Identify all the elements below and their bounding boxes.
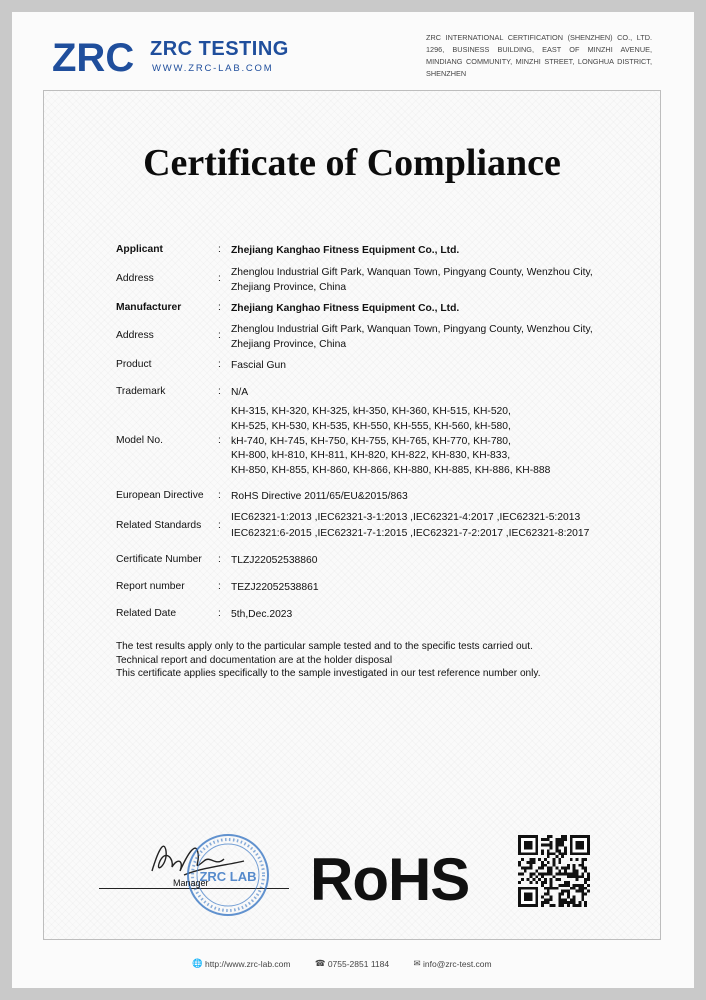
standard-line: IEC62321-1:2013 ,IEC62321-3-1:2013 ,IEC62321-4:2017 ,IEC62321-5:2013 — [231, 512, 581, 523]
brand-url: WWW.ZRC-LAB.COM — [152, 63, 274, 74]
address-value — [231, 266, 646, 295]
phone-icon: ☎ — [314, 958, 326, 969]
colon: : — [218, 581, 221, 592]
colon: : — [218, 302, 221, 313]
colon: : — [218, 608, 221, 619]
related-date-label: Related Date — [116, 608, 177, 619]
logo-letters: ZRC — [52, 36, 135, 78]
colon: : — [218, 435, 221, 446]
certificate-number-label: Certificate Number — [116, 554, 202, 565]
report-number-value: TEZJ22052538861 — [231, 582, 319, 593]
model-label: Model No. — [116, 435, 163, 446]
applicant-label: Applicant — [116, 244, 163, 255]
colon: : — [218, 490, 221, 501]
note-line: This certificate applies specifically to the sample investigated in our test reference number only. — [116, 668, 541, 680]
company-address: ZRC INTERNATIONAL CERTIFICATION (SHENZHEN) CO., LTD. 1296, BUSINESS BUILDING, EAST OF MINZHI AVENUE, MINDIANG COMMUNITY, MINZHI STREET, LONGHUA DISTRICT, SHENZHEN — [426, 33, 652, 78]
zrc-logo-mark — [52, 34, 148, 78]
trademark-label: Trademark — [116, 386, 166, 397]
address-line: Zhejiang Province, China — [231, 338, 347, 350]
model-line: KH-800, kH-810, KH-811, KH-820, KH-822, KH-830, KH-833, — [231, 450, 511, 462]
rohs-mark: RoHS — [310, 846, 470, 913]
directive-label: European Directive — [116, 490, 204, 501]
manufacturer-value: Zhejiang Kanghao Fitness Equipment Co., Ltd. — [231, 303, 460, 314]
model-line: KH-525, KH-530, KH-535, KH-550, KH-555, KH-560, kH-580, — [231, 420, 511, 432]
certificate-page — [12, 12, 694, 988]
brand-name: ZRC TESTING — [150, 38, 289, 60]
qr-code — [518, 835, 590, 907]
standard-line: IEC62321:6-2015 ,IEC62321-7-1:2015 ,IEC62321-7-2:2017 ,IEC62321-8:2017 — [231, 527, 590, 539]
colon: : — [218, 520, 221, 531]
manager-label: Manager — [173, 878, 209, 888]
model-line: KH-315, KH-320, KH-325, kH-350, KH-360, KH-515, KH-520, — [231, 406, 511, 417]
mail-icon: ✉ — [413, 958, 421, 969]
colon: : — [218, 554, 221, 565]
standards-value — [231, 510, 646, 541]
standards-label: Related Standards — [116, 520, 202, 531]
address-line: Zhenglou Industrial Gift Park, Wanquan Town, Pingyang County, Wenzhou City, — [231, 267, 593, 278]
address-line: Zhejiang Province, China — [231, 281, 347, 293]
globe-icon: 🌐 — [192, 958, 203, 969]
footer — [192, 958, 514, 969]
product-label: Product — [116, 359, 152, 370]
footer-website[interactable] — [192, 958, 290, 969]
address-label: Address — [116, 330, 154, 341]
product-value: Fascial Gun — [231, 360, 286, 371]
model-line: KH-850, KH-855, KH-860, KH-866, KH-880, KH-885, KH-886, KH-888 — [231, 465, 551, 477]
zrc-logo — [52, 34, 289, 90]
manufacturer-label: Manufacturer — [116, 302, 182, 313]
colon: : — [218, 386, 221, 397]
phone-text: 0755-2851 1184 — [327, 958, 390, 969]
address-value — [231, 323, 646, 352]
report-number-label: Report number — [116, 581, 185, 592]
company-stamp — [186, 833, 270, 917]
model-line: kH-740, KH-745, KH-750, KH-755, KH-765, KH-770, KH-780, — [231, 435, 511, 447]
certificate-number-value: TLZJ22052538860 — [231, 555, 318, 566]
related-date-value: 5th,Dec.2023 — [231, 609, 293, 620]
applicant-value: Zhejiang Kanghao Fitness Equipment Co., Ltd. — [231, 245, 460, 256]
stamp-text: ZRC LAB — [199, 869, 257, 884]
address-line: Zhenglou Industrial Gift Park, Wanquan Town, Pingyang County, Wenzhou City, — [231, 324, 593, 335]
email-text: info@zrc-test.com — [422, 958, 492, 969]
note-line: Technical report and documentation are at the holder disposal — [116, 654, 393, 666]
note-line: The test results apply only to the particular sample tested and to the specific tests carried out. — [116, 641, 533, 652]
directive-value: RoHS Directive 2011/65/EU&2015/863 — [231, 491, 408, 502]
colon: : — [218, 359, 221, 370]
colon: : — [218, 244, 221, 255]
footer-email[interactable] — [413, 958, 491, 969]
footer-phone[interactable] — [315, 958, 389, 969]
website-text: http://www.zrc-lab.com — [204, 958, 291, 969]
trademark-value: N/A — [231, 387, 249, 398]
page-title: Certificate of Compliance — [143, 142, 561, 184]
colon: : — [218, 273, 221, 284]
model-list — [231, 405, 646, 479]
disclaimer-notes — [116, 640, 541, 681]
certificate-frame — [43, 90, 661, 940]
address-label: Address — [116, 273, 154, 284]
colon: : — [218, 330, 221, 341]
